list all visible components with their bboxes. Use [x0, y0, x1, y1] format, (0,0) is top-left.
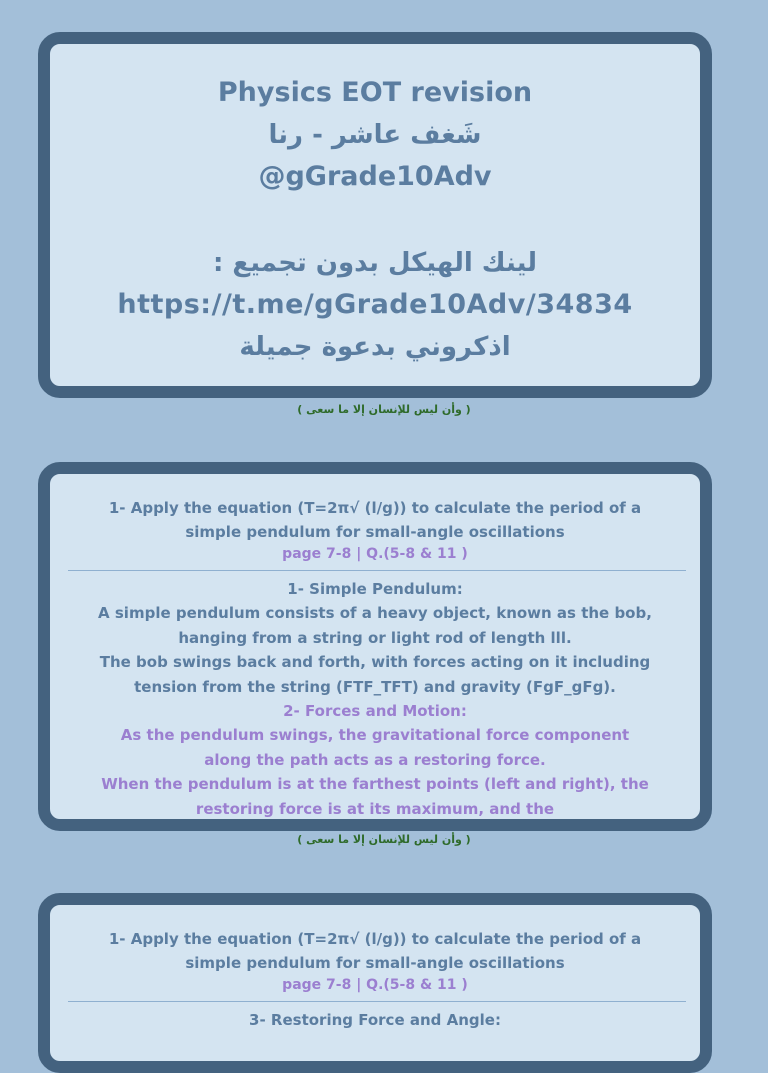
question-line: 1- Apply the equation (T=2π√ (l/g)) to calculate the period of a — [108, 499, 642, 517]
page-reference: page 7-8 | Q.(5-8 & 11 ) — [282, 977, 468, 993]
page-title: Physics EOT revision — [217, 77, 533, 108]
revision-card — [38, 462, 712, 831]
page-reference: page 7-8 | Q.(5-8 & 11 ) — [282, 546, 468, 562]
body-line: When the pendulum is at the farthest points (left and right), the — [101, 775, 649, 794]
divider — [68, 1001, 686, 1002]
body-line: hanging from a string or light rod of length lll. — [178, 628, 572, 647]
link-label: لينك الهيكل بدون تجميع : — [212, 248, 538, 278]
quran-quote: ( وأن ليس للإنسان إلا ما سعى ) — [297, 833, 471, 846]
question-line: simple pendulum for small-angle oscillations — [185, 954, 565, 972]
body-line: A simple pendulum consists of a heavy object, known as the bob, — [98, 604, 652, 623]
body-line: The bob swings back and forth, with forces acting on it including — [99, 653, 651, 672]
body-line: tension from the string (FTF_TFT) and gravity (FgF_gFg). — [134, 677, 616, 696]
section-heading: 3- Restoring Force and Angle: — [249, 1011, 501, 1029]
prayer-request: اذكروني بدعوة جميلة — [239, 332, 511, 362]
section-heading: 2- Forces and Motion: — [283, 702, 467, 721]
structure-link[interactable]: https://t.me/gGrade10Adv/34834 — [117, 289, 633, 320]
section-heading: 1- Simple Pendulum: — [287, 580, 463, 598]
divider — [68, 570, 686, 571]
revision-card — [38, 893, 712, 1073]
channel-handle[interactable]: @gGrade10Adv — [258, 161, 492, 192]
question-line: 1- Apply the equation (T=2π√ (l/g)) to calculate the period of a — [108, 930, 642, 948]
quran-quote: ( وأن ليس للإنسان إلا ما سعى ) — [297, 403, 471, 416]
body-line: restoring force is at its maximum, and the — [195, 799, 555, 818]
question-line: simple pendulum for small-angle oscillations — [185, 523, 565, 541]
header-card — [38, 32, 712, 398]
body-line: As the pendulum swings, the gravitational force component — [120, 726, 630, 745]
body-line: along the path acts as a restoring force. — [204, 750, 546, 769]
author-name: شَغف عاشر - رنا — [268, 120, 482, 150]
